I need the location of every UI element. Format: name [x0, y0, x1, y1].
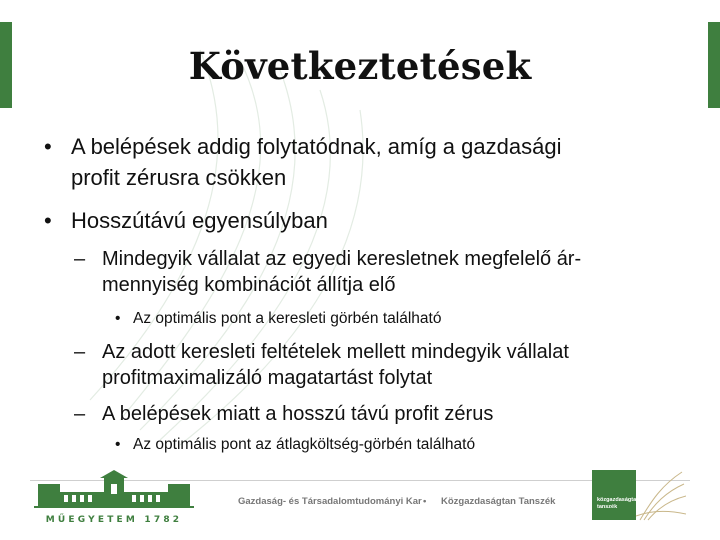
list-item [115, 309, 442, 329]
list-item [115, 435, 476, 455]
department-logo-mark [592, 470, 686, 522]
bullet-marker: • [44, 134, 52, 159]
list-item [74, 339, 569, 391]
bullet-marker: • [115, 310, 121, 327]
slide-title: Következtetések [188, 44, 532, 88]
list-item [44, 205, 328, 236]
university-logo [34, 470, 194, 526]
list-item [44, 131, 562, 193]
list-item-line: Az optimális pont a keresleti görbén található [133, 310, 442, 327]
list-item-line: Az optimális pont az átlagköltség-görbén található [133, 436, 476, 453]
list-item-line: A belépések miatt a hosszú távú profit zérus [102, 403, 494, 425]
department-logo-line: közgazdaságtan [597, 497, 640, 503]
department-logo-line: tanszék [597, 504, 618, 510]
list-item-line: A belépések addig folytatódnak, amíg a gazdasági [71, 134, 562, 159]
footer-department: Közgazdaságtan Tanszék [441, 496, 556, 507]
list-item [74, 246, 582, 298]
dash-marker: – [74, 403, 86, 425]
list-item-line: Mindegyik vállalat az egyedi keresletnek megfelelő ár- [102, 248, 582, 270]
list-item-line: Hosszútávú egyensúlyban [71, 208, 328, 233]
footer-faculty: Gazdaság- és Társadalomtudományi Kar [238, 496, 422, 507]
logo-wordmark: MŰEGYETEM 1782 [45, 515, 183, 525]
bullet-marker: • [44, 208, 52, 233]
dash-marker: – [74, 341, 86, 363]
dash-marker: – [74, 248, 86, 270]
list-item-line: profit zérusra csökken [71, 165, 287, 190]
list-item [74, 401, 494, 427]
list-item-line: profitmaximalizáló magatartást folytat [102, 367, 433, 389]
list-item-line: mennyiség kombinációt állítja elő [102, 274, 396, 296]
bullet-marker: • [115, 436, 121, 453]
footer-separator: • [423, 496, 427, 507]
list-item-line: Az adott keresleti feltételek mellett mindegyik vállalat [102, 341, 569, 363]
